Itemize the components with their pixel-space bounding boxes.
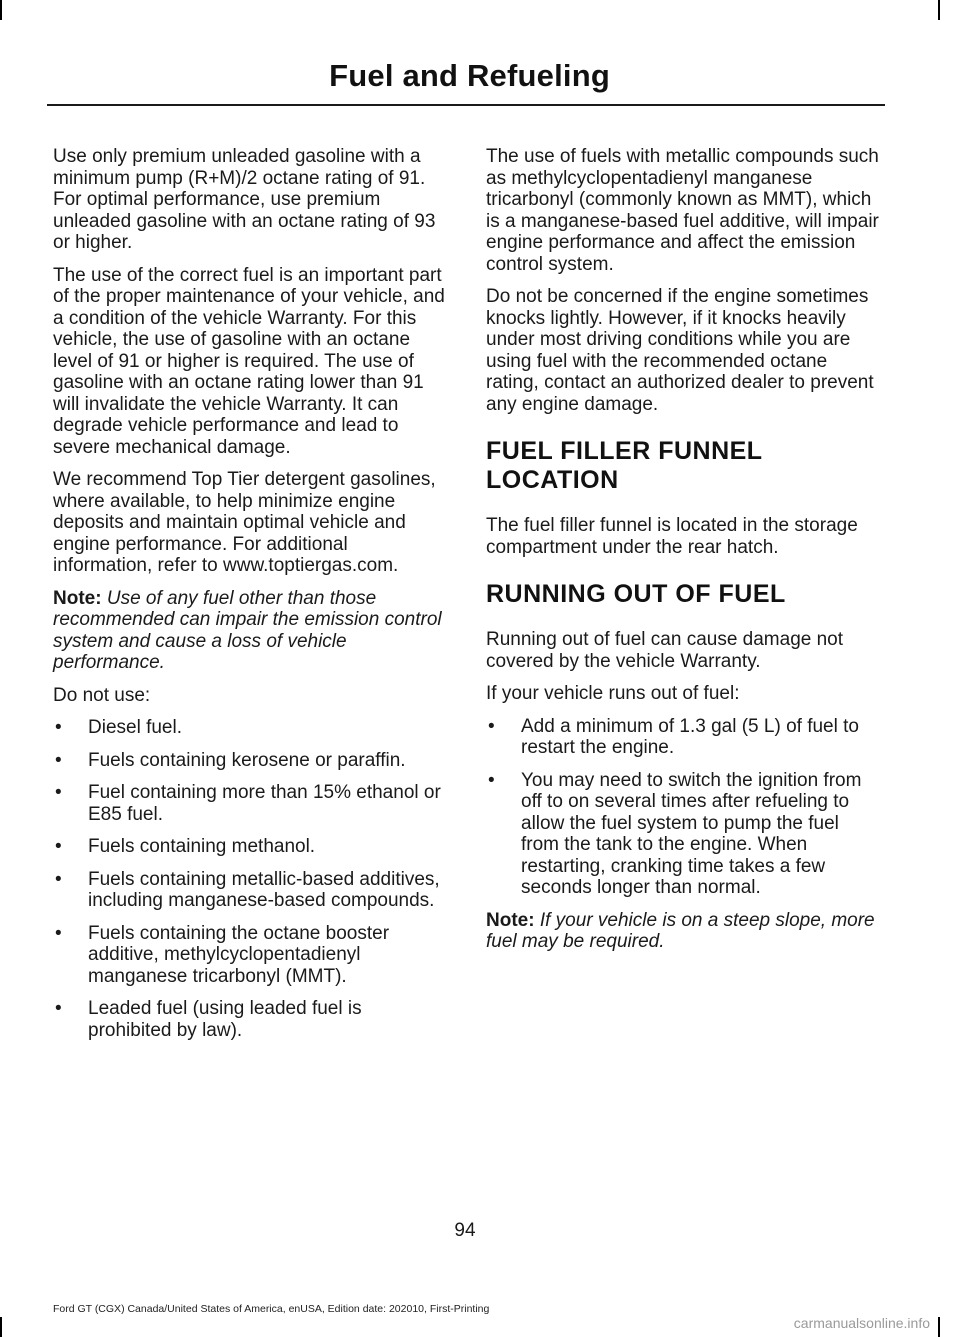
bullet-icon: • bbox=[55, 922, 62, 944]
right-column bbox=[486, 146, 881, 964]
note-text: If your vehicle is on a steep slope, more fuel may be required. bbox=[486, 909, 875, 952]
bullet-icon: • bbox=[55, 836, 62, 857]
watermark: carmanualsonline.info bbox=[793, 1315, 930, 1331]
list-item bbox=[53, 869, 448, 912]
running-out-intro: Running out of fuel can cause damage not covered by the vehicle Warranty. bbox=[486, 629, 844, 672]
header-divider bbox=[47, 104, 885, 106]
left-column bbox=[53, 146, 448, 1052]
bullet-icon: • bbox=[55, 782, 62, 803]
slope-note-paragraph bbox=[486, 910, 881, 953]
fuel-requirement-paragraph: Use only premium unleaded gasoline with a minimum pump (R+M)/2 octane rating of 91. For optimal performance, use premium unleaded gasoline with an octane rating of 93 or higher. bbox=[53, 146, 436, 253]
running-out-list bbox=[486, 716, 881, 899]
engine-knock-paragraph: Do not be concerned if the engine sometimes knocks lightly. However, if it knocks heavily under most driving conditions while you are using fuel with the recommended octane rating, contact an authorized dealer to prevent any engine damage. bbox=[486, 286, 874, 415]
list-item bbox=[486, 770, 881, 899]
list-item bbox=[53, 998, 448, 1041]
do-not-use-intro: Do not use: bbox=[53, 684, 151, 706]
bullet-icon: • bbox=[488, 715, 495, 737]
crop-mark-bottom-left bbox=[0, 1317, 2, 1337]
list-item-text: Fuels containing methanol. bbox=[88, 836, 316, 857]
running-out-lead: If your vehicle runs out of fuel: bbox=[486, 683, 740, 704]
warranty-paragraph: The use of the correct fuel is an important part of the proper maintenance of your vehicle, and a condition of the vehicle Warranty. For this vehicle, the use of gasoline with an octane level of 91 or higher is required. The use of gasoline with an octane rating lower than 91 will invalidate the vehicle Warranty. It can degrade vehicle performance and lead to severe mechanical damage. bbox=[53, 264, 445, 458]
list-item bbox=[53, 923, 448, 988]
note-label: Note: bbox=[486, 909, 535, 931]
running-out-heading: RUNNING OUT OF FUEL bbox=[486, 580, 786, 608]
list-item-text: Add a minimum of 1.3 gal (5 L) of fuel to restart the engine. bbox=[521, 715, 859, 758]
note-label: Note: bbox=[53, 587, 102, 609]
bullet-icon: • bbox=[55, 868, 62, 890]
bullet-icon: • bbox=[55, 749, 62, 771]
crop-mark-top-right bbox=[938, 0, 940, 20]
metallic-compounds-paragraph: The use of fuels with metallic compounds such as methylcyclopentadienyl manganese tricarbonyl (commonly known as MMT), which is a manganese-based fuel additive, will impair engine performance and affect the emission control system. bbox=[486, 146, 879, 275]
edition-footer: Ford GT (CGX) Canada/United States of America, enUSA, Edition date: 202010, First-Printing bbox=[53, 1303, 490, 1315]
crop-mark-bottom-right bbox=[938, 1317, 940, 1337]
list-item-text: Fuel containing more than 15% ethanol or E85 fuel. bbox=[88, 782, 441, 825]
crop-mark-top-left bbox=[0, 0, 2, 20]
list-item bbox=[53, 717, 448, 739]
bullet-icon: • bbox=[55, 717, 62, 738]
list-item-text: You may need to switch the ignition from off to on several times after refueling to allow the fuel system to pump the fuel from the tank to the engine. When restarting, cranking time takes a few seconds longer than normal. bbox=[521, 769, 862, 898]
list-item bbox=[53, 782, 448, 825]
list-item-text: Fuels containing metallic-based additives, including manganese-based compounds. bbox=[88, 868, 440, 911]
page-number: 94 bbox=[454, 1220, 476, 1241]
note-paragraph bbox=[53, 588, 448, 674]
list-item-text: Fuels containing the octane booster additive, methylcyclopentadienyl manganese tricarbonyl (MMT). bbox=[88, 922, 390, 987]
do-not-use-list bbox=[53, 717, 448, 1041]
list-item-text: Leaded fuel (using leaded fuel is prohibited by law). bbox=[88, 998, 362, 1041]
top-tier-paragraph: We recommend Top Tier detergent gasolines, where available, to help minimize engine deposits and maintain optimal vehicle and engine performance. For additional information, refer to www.toptiergas.com. bbox=[53, 469, 436, 576]
list-item bbox=[53, 836, 448, 858]
bullet-icon: • bbox=[55, 998, 62, 1019]
list-item bbox=[486, 716, 881, 759]
list-item-text: Diesel fuel. bbox=[88, 717, 182, 738]
bullet-icon: • bbox=[488, 769, 495, 791]
note-text: Use of any fuel other than those recommended can impair the emission control system and cause a loss of vehicle performance. bbox=[53, 587, 442, 673]
list-item bbox=[53, 750, 448, 772]
funnel-location-text: The fuel filler funnel is located in the storage compartment under the rear hatch. bbox=[486, 515, 858, 558]
funnel-location-heading: FUEL FILLER FUNNEL LOCATION bbox=[486, 437, 763, 494]
page-title: Fuel and Refueling bbox=[329, 58, 610, 93]
list-item-text: Fuels containing kerosene or paraffin. bbox=[88, 749, 406, 771]
